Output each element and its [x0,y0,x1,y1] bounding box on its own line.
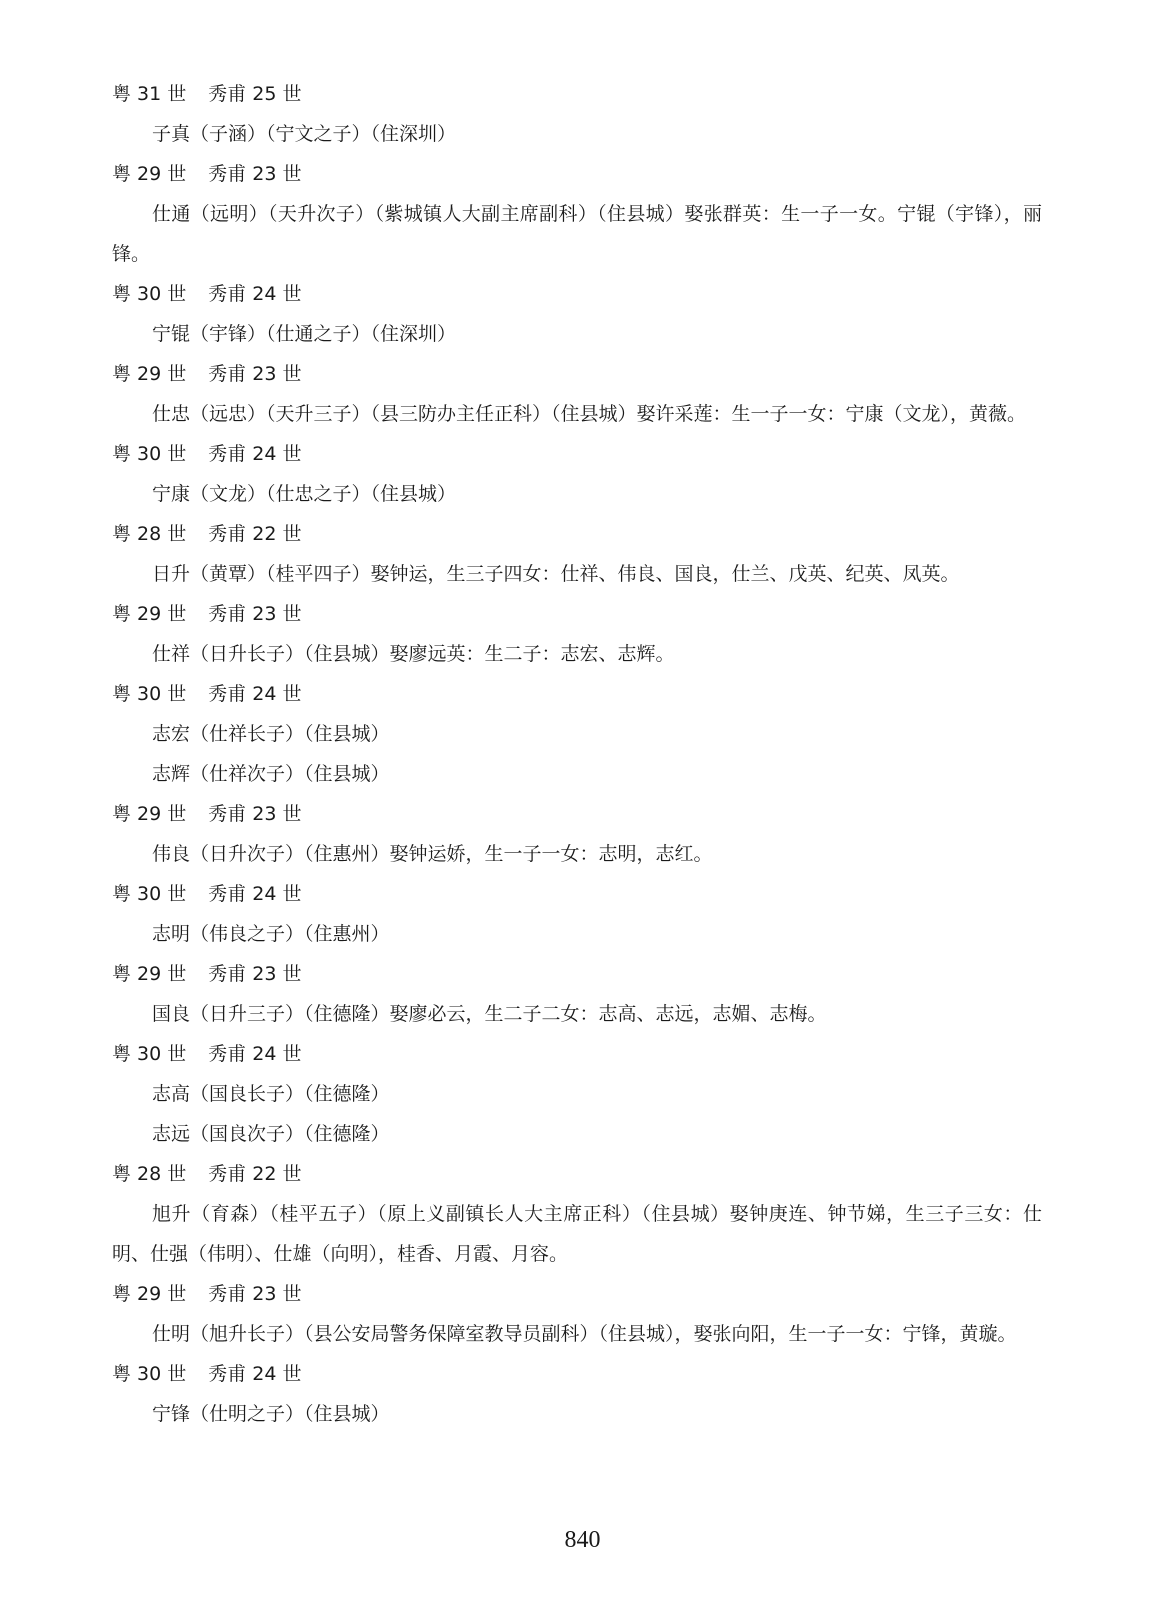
generation-xiufu: 秀甫 23 世 [208,603,302,625]
generation-heading [112,674,1042,714]
generation-heading [112,1034,1042,1074]
generation-xiufu: 秀甫 25 世 [208,83,302,105]
generation-heading [112,354,1042,394]
person-entry: 宁锟（宇锋）（仕通之子）（住深圳） [152,323,457,345]
generation-xiufu: 秀甫 24 世 [208,883,302,905]
person-entry: 国良（日升三子）（住德隆）娶廖必云，生二子二女：志高、志远，志媚、志梅。 [152,1003,827,1025]
generation-xiufu: 秀甫 23 世 [208,963,302,985]
person-entry: 宁康（文龙）（仕忠之子）（住县城） [152,483,457,505]
person-entry: 志明（伟良之子）（住惠州） [152,923,390,945]
person-entry: 志远（国良次子）（住德隆） [152,1123,390,1145]
generation-heading [112,874,1042,914]
generation-yue: 粤 29 世 [112,363,187,385]
generation-heading [112,1354,1042,1394]
person-entry: 伟良（日升次子）（住惠州）娶钟运娇，生一子一女：志明，志红。 [152,843,713,865]
generation-heading [112,434,1042,474]
person-entry: 仕明（旭升长子）（县公安局警务保障室教导员副科）（住县城），娶张向阳，生一子一女：宁锋，黄璇。 [152,1323,1017,1345]
generation-yue: 粤 30 世 [112,883,187,905]
generation-heading [112,274,1042,314]
generation-heading [112,514,1042,554]
generation-xiufu: 秀甫 24 世 [208,1363,302,1385]
person-entry: 旭升（育森）（桂平五子）（原上义副镇长人大主席正科）（住县城）娶钟庚连、钟节娣，生三子三女：仕明、仕强（伟明）、仕雄（向明），桂香、月霞、月容。 [112,1203,1042,1265]
generation-yue: 粤 30 世 [112,443,187,465]
person-entry: 宁锋（仕明之子）（住县城） [152,1403,390,1425]
generation-yue: 粤 28 世 [112,523,187,545]
generation-yue: 粤 30 世 [112,683,187,705]
page-number: 840 [564,1527,601,1553]
person-entry: 志辉（仕祥次子）（住县城） [152,763,390,785]
generation-yue: 粤 30 世 [112,283,187,305]
generation-xiufu: 秀甫 22 世 [208,1163,302,1185]
person-entry: 志宏（仕祥长子）（住县城） [152,723,390,745]
person-entry: 子真（子涵）（宁文之子）（住深圳） [152,123,457,145]
generation-heading [112,1274,1042,1314]
person-entry: 日升（黄覃）（桂平四子）娶钟运，生三子四女：仕祥、伟良、国良，仕兰、戊英、纪英、凤英。 [152,563,960,585]
generation-xiufu: 秀甫 23 世 [208,1283,302,1305]
person-entry: 志高（国良长子）（住德隆） [152,1083,390,1105]
generation-heading [112,594,1042,634]
generation-yue: 粤 29 世 [112,1283,187,1305]
generation-xiufu: 秀甫 24 世 [208,443,302,465]
generation-xiufu: 秀甫 24 世 [208,1043,302,1065]
generation-xiufu: 秀甫 23 世 [208,803,302,825]
generation-heading [112,1154,1042,1194]
generation-xiufu: 秀甫 22 世 [208,523,302,545]
generation-yue: 粤 30 世 [112,1363,187,1385]
person-entry: 仕祥（日升长子）（住县城）娶廖远英：生二子：志宏、志辉。 [152,643,675,665]
generation-yue: 粤 29 世 [112,163,187,185]
generation-heading [112,794,1042,834]
person-entry: 仕忠（远忠）（天升三子）（县三防办主任正科）（住县城）娶许采莲：生一子一女：宁康（文龙），黄薇。 [152,403,1027,425]
generation-yue: 粤 29 世 [112,963,187,985]
genealogy-text [112,74,1042,1434]
generation-xiufu: 秀甫 23 世 [208,163,302,185]
generation-xiufu: 秀甫 24 世 [208,283,302,305]
generation-heading [112,154,1042,194]
generation-heading [112,74,1042,114]
person-entry: 仕通（远明）（天升次子）（紫城镇人大副主席副科）（住县城）娶张群英：生一子一女。宁锟（宇锋），丽锋。 [112,203,1042,265]
generation-xiufu: 秀甫 24 世 [208,683,302,705]
generation-yue: 粤 29 世 [112,603,187,625]
generation-yue: 粤 31 世 [112,83,187,105]
generation-xiufu: 秀甫 23 世 [208,363,302,385]
generation-yue: 粤 28 世 [112,1163,187,1185]
generation-yue: 粤 30 世 [112,1043,187,1065]
generation-heading [112,954,1042,994]
generation-yue: 粤 29 世 [112,803,187,825]
